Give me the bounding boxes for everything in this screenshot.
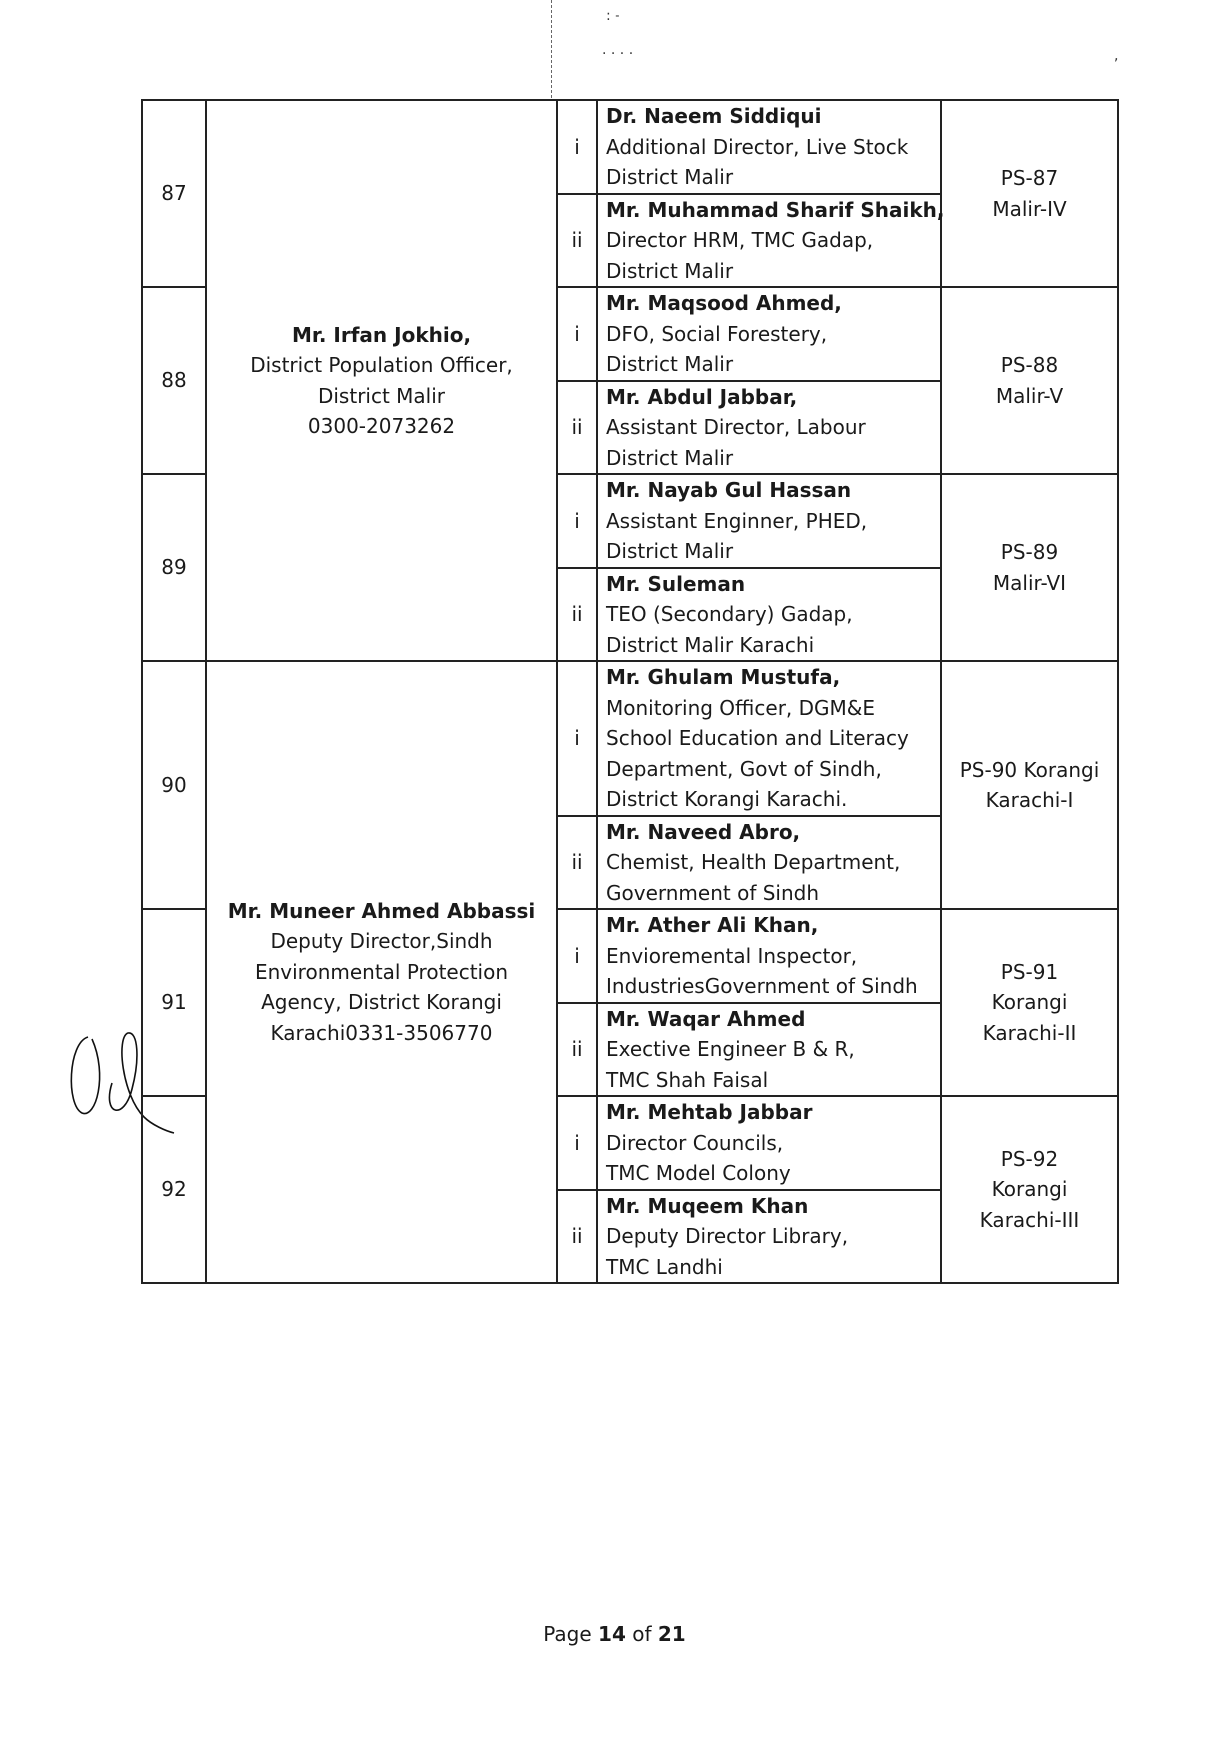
- member-detail-line: Director Councils,: [606, 1130, 784, 1155]
- member-cell: [597, 381, 941, 475]
- member-detail-line: District Malir Karachi: [606, 632, 815, 657]
- polling-station-line: PS-91: [1000, 959, 1059, 984]
- officer-detail-line: 0300-2073262: [307, 414, 456, 438]
- member-name: Mr. Muhammad Sharif Shaikh,: [606, 197, 945, 222]
- polling-station-cell: [941, 100, 1118, 287]
- polling-station-cell: [941, 474, 1118, 661]
- member-name: Mr. Ghulam Mustufa,: [606, 665, 841, 689]
- table-row: [142, 661, 1118, 816]
- polling-station-line: Malir-V: [995, 383, 1064, 408]
- member-detail-line: Assistant Enginner, PHED,: [606, 508, 868, 533]
- member-name: Mr. Nayab Gul Hassan: [606, 478, 852, 502]
- member-name: Mr. Abdul Jabbar,: [606, 384, 798, 409]
- member-index: ii: [557, 816, 597, 910]
- member-detail-line: IndustriesGovernment of Sindh: [606, 974, 918, 998]
- member-detail-line: Additional Director, Live Stock: [606, 134, 909, 159]
- polling-station-line: Karachi-II: [982, 1020, 1077, 1045]
- member-detail-line: Chemist, Health Department,: [606, 850, 901, 874]
- serial-number: 89: [142, 474, 206, 661]
- page-number: 14: [598, 1622, 626, 1646]
- serial-number: 87: [142, 100, 206, 287]
- member-detail-line: District Korangi Karachi.: [606, 787, 848, 811]
- scan-artifact: [551, 0, 552, 98]
- member-cell: [597, 100, 941, 194]
- serial-number: 91: [142, 909, 206, 1096]
- polling-station-line: Malir-VI: [992, 570, 1067, 595]
- member-detail-line: District Malir: [606, 258, 734, 283]
- of-word: of: [632, 1622, 652, 1646]
- member-cell: [597, 1190, 941, 1284]
- member-index: i: [557, 100, 597, 194]
- officer-detail-line: District Malir: [317, 383, 446, 408]
- member-detail-line: Assistant Director, Labour: [606, 415, 866, 439]
- member-cell: [597, 194, 945, 288]
- member-cell: [597, 568, 941, 662]
- member-index: ii: [557, 1003, 597, 1097]
- member-cell: [597, 287, 941, 381]
- table-row: [142, 100, 1118, 194]
- page-total: 21: [657, 1622, 686, 1646]
- member-detail-line: TMC Landhi: [606, 1254, 723, 1279]
- member-name: Mr. Maqsood Ahmed,: [606, 291, 842, 315]
- page-word: Page: [543, 1622, 592, 1646]
- serial-number: 90: [142, 661, 206, 909]
- member-detail-line: TMC Shah Faisal: [606, 1067, 769, 1092]
- serial-number: 88: [142, 287, 206, 474]
- member-index: i: [557, 909, 597, 1003]
- officer-detail-line: Environmental Protection: [254, 959, 509, 984]
- member-cell: [597, 816, 941, 910]
- member-detail-line: District Malir: [606, 352, 734, 376]
- member-index: ii: [557, 1190, 597, 1284]
- member-name: Mr. Naveed Abro,: [606, 819, 801, 844]
- polling-station-line: Malir-IV: [992, 196, 1067, 221]
- returning-officer-cell: [206, 100, 557, 661]
- member-detail-line: District Malir: [606, 445, 734, 470]
- member-detail-line: TEO (Secondary) Gadap,: [606, 602, 853, 626]
- polling-station-cell: [941, 909, 1118, 1096]
- polling-station-cell: [941, 287, 1118, 474]
- returning-officer-cell: [206, 661, 557, 1283]
- serial-number: 92: [142, 1096, 206, 1283]
- member-detail-line: Monitoring Officer, DGM&E: [606, 695, 876, 720]
- member-detail-line: Exective Engineer B & R,: [606, 1037, 855, 1061]
- member-index: i: [557, 474, 597, 568]
- member-detail-line: DFO, Social Forestery,: [606, 321, 828, 346]
- member-detail-line: School Education and Literacy: [606, 726, 909, 750]
- officer-name: Mr. Irfan Jokhio,: [291, 322, 472, 347]
- member-detail-line: Government of Sindh: [606, 880, 820, 905]
- polling-station-line: PS-90 Korangi: [959, 757, 1100, 782]
- assignment-table: [141, 99, 1119, 1284]
- member-cell: [597, 1003, 941, 1097]
- member-index: i: [557, 287, 597, 381]
- member-detail-line: District Malir: [606, 165, 734, 189]
- officer-detail-line: Deputy Director,Sindh: [270, 929, 493, 954]
- member-name: Dr. Naeem Siddiqui: [606, 104, 822, 128]
- member-cell: [597, 1096, 941, 1190]
- polling-station-cell: [941, 1096, 1118, 1283]
- polling-station-line: PS-92: [1000, 1146, 1059, 1171]
- member-cell: [597, 661, 941, 816]
- member-name: Mr. Ather Ali Khan,: [606, 913, 819, 937]
- member-detail-line: Deputy Director Library,: [606, 1224, 849, 1248]
- member-name: Mr. Muqeem Khan: [606, 1193, 809, 1218]
- member-index: i: [557, 1096, 597, 1190]
- officer-detail-line: Agency, District Korangi: [261, 990, 502, 1015]
- member-name: Mr. Mehtab Jabbar: [606, 1100, 813, 1124]
- member-name: Mr. Waqar Ahmed: [606, 1006, 806, 1031]
- polling-station-line: Korangi: [991, 990, 1068, 1015]
- member-detail-line: Director HRM, TMC Gadap,: [606, 228, 874, 252]
- polling-station-line: PS-89: [1000, 540, 1059, 564]
- polling-station-cell: [941, 661, 1118, 909]
- member-index: i: [557, 661, 597, 816]
- scan-artifact: · · · ·: [602, 46, 634, 62]
- member-index: ii: [557, 381, 597, 475]
- officer-name: Mr. Muneer Ahmed Abbassi: [227, 898, 536, 923]
- member-cell: [597, 909, 941, 1003]
- polling-station-line: Karachi-III: [979, 1207, 1080, 1232]
- polling-station-line: PS-88: [1000, 353, 1059, 377]
- member-detail-line: Department, Govt of Sindh,: [606, 756, 882, 781]
- member-index: ii: [557, 194, 597, 288]
- member-name: Mr. Suleman: [606, 571, 746, 596]
- member-cell: [597, 474, 941, 568]
- member-detail-line: District Malir: [606, 539, 734, 563]
- polling-station-line: Karachi-I: [985, 788, 1074, 812]
- page-footer: [0, 1622, 1229, 1646]
- officer-detail-line: Karachi0331-3506770: [270, 1020, 493, 1045]
- officer-detail-line: District Population Officer,: [250, 353, 513, 377]
- table-body: [142, 100, 1118, 1283]
- polling-station-line: PS-87: [1000, 166, 1059, 190]
- member-detail-line: Envioremental Inspector,: [606, 943, 858, 968]
- scan-artifact: : ˗: [606, 8, 620, 24]
- scan-artifact: ,: [1114, 48, 1119, 64]
- member-detail-line: TMC Model Colony: [606, 1161, 791, 1185]
- member-index: ii: [557, 568, 597, 662]
- polling-station-line: Korangi: [991, 1177, 1068, 1202]
